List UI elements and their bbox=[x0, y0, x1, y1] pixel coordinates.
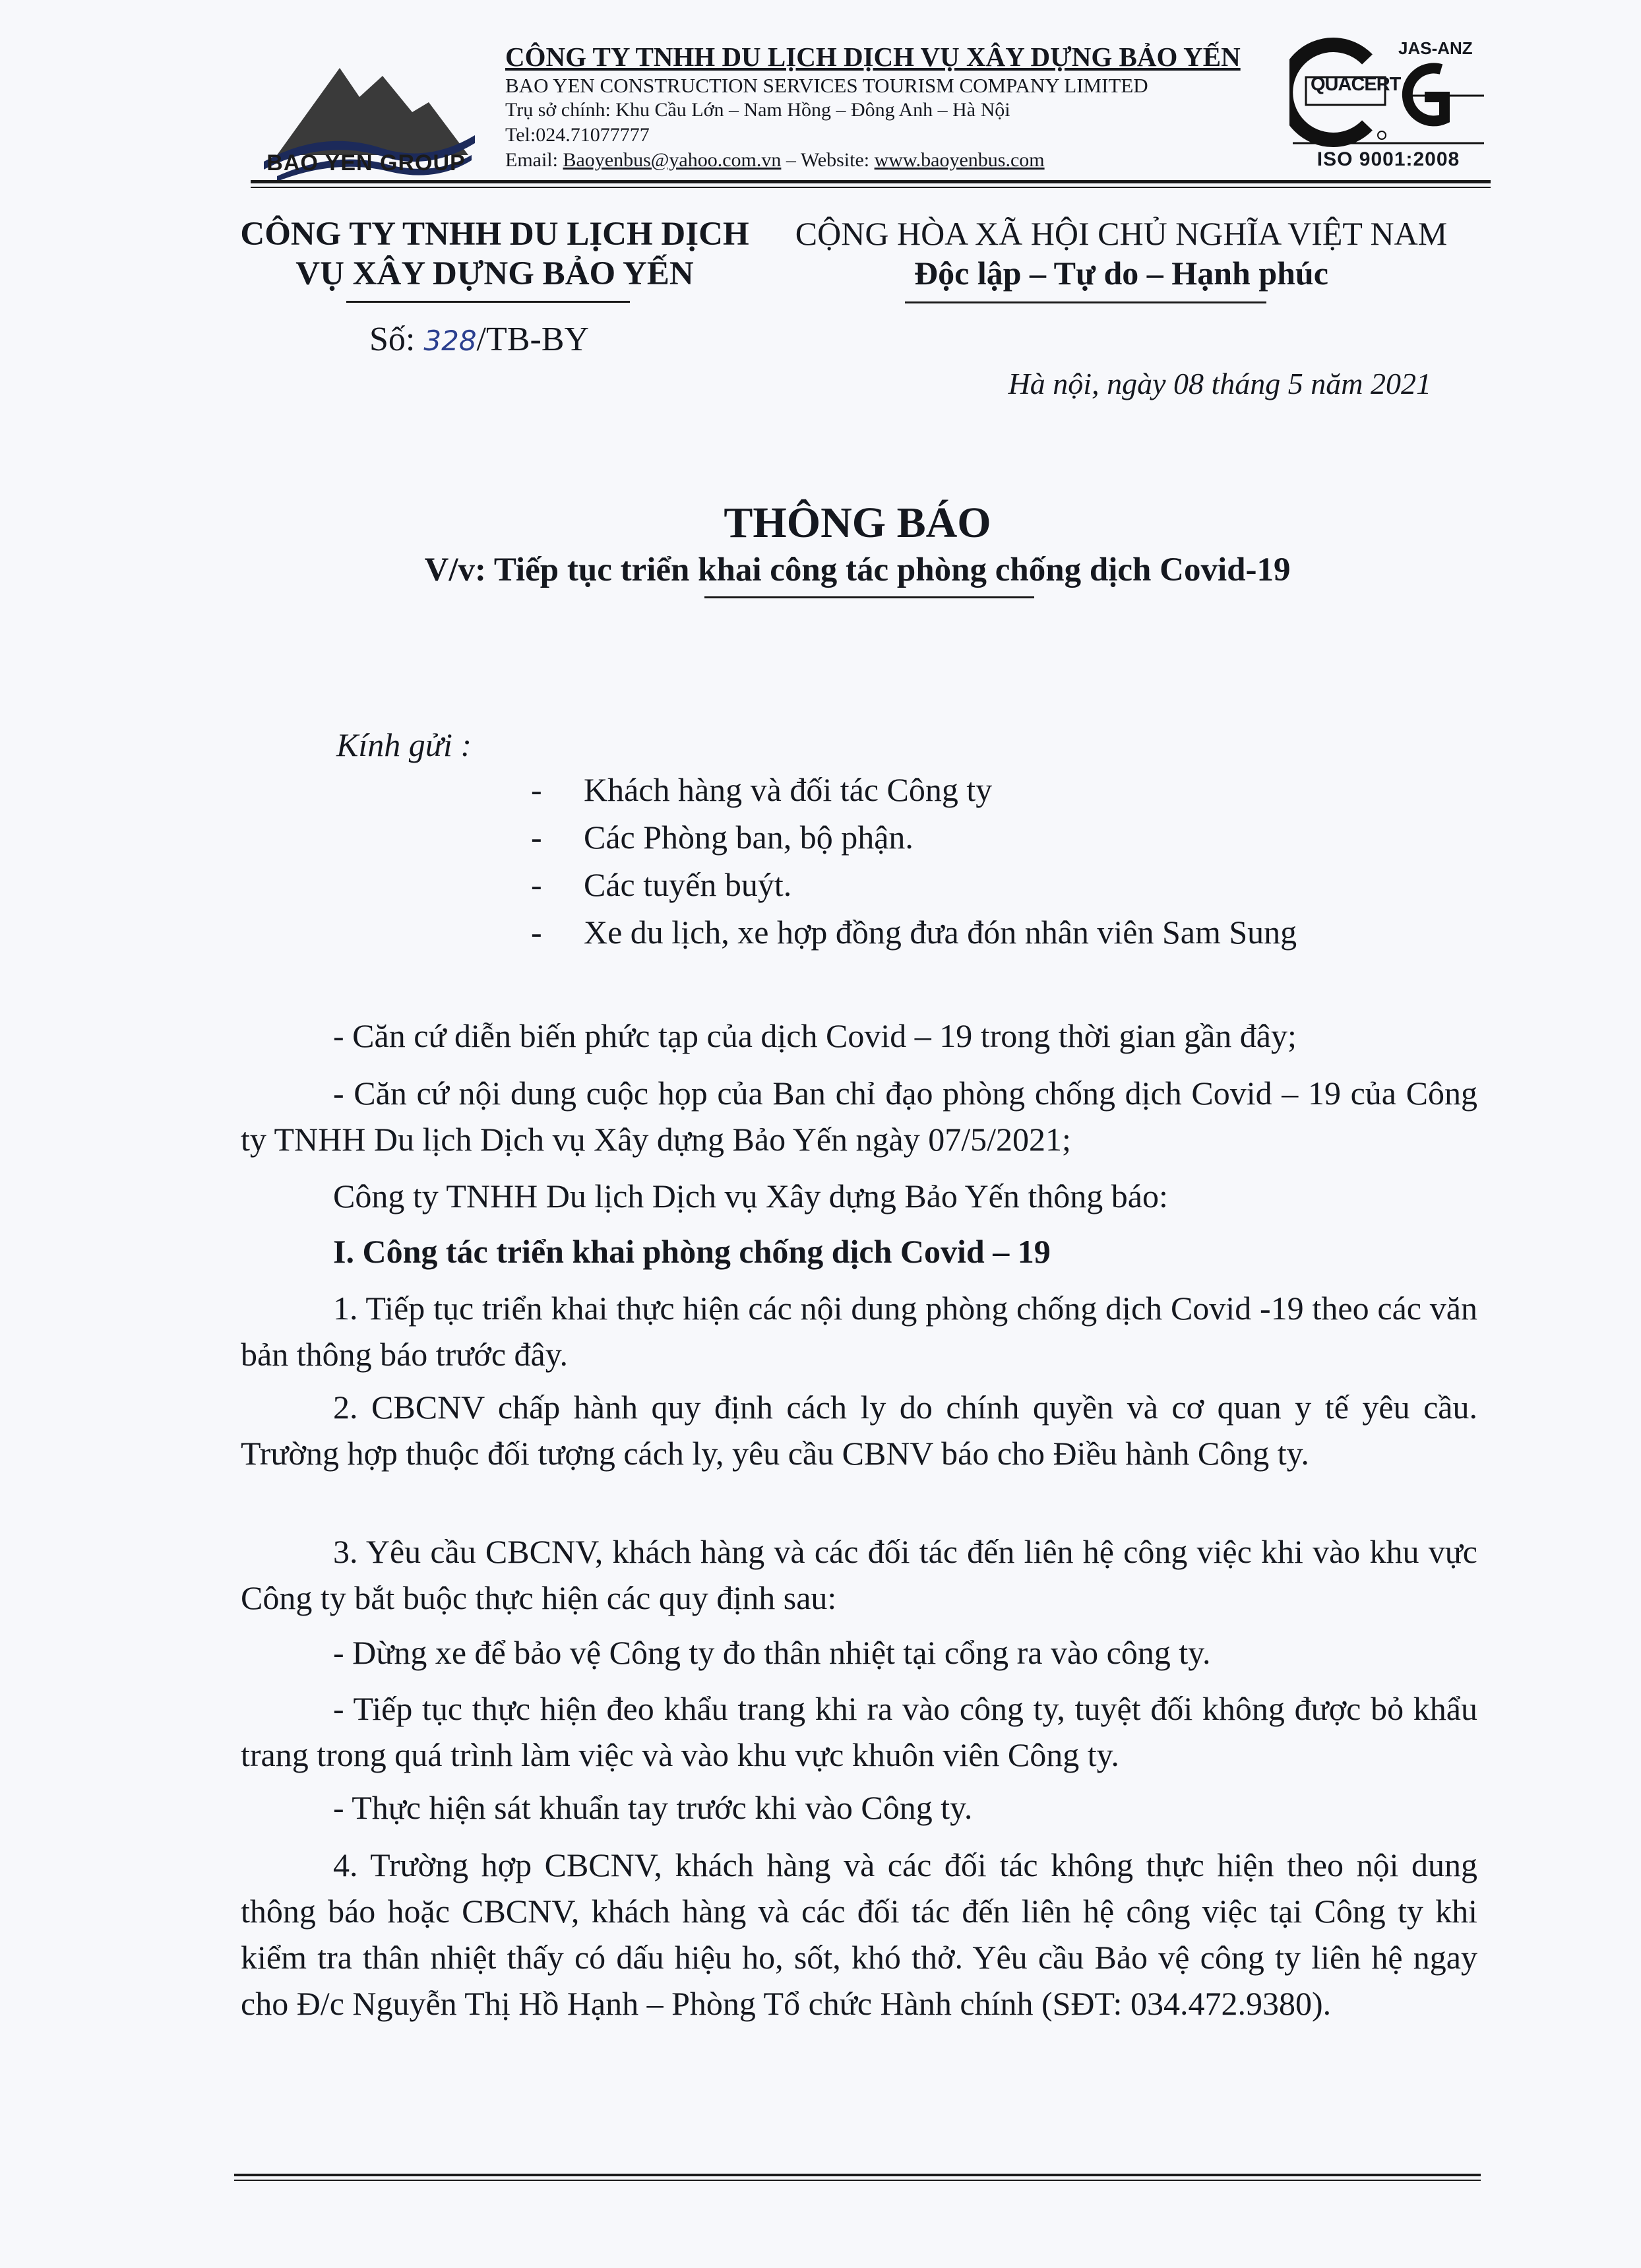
website-link[interactable]: www.baoyenbus.com bbox=[874, 149, 1045, 171]
recipient-bullet: - bbox=[531, 866, 542, 903]
footer-divider bbox=[234, 2174, 1481, 2176]
recipient-text: Xe du lịch, xe hợp đồng đưa đón nhân viên Sam Sung bbox=[584, 914, 1297, 951]
letterhead-tel: Tel:024.71077777 bbox=[505, 124, 650, 146]
national-title: CỘNG HÒA XÃ HỘI CHỦ NGHĨA VIỆT NAM bbox=[795, 215, 1448, 252]
body-paragraph: 2. CBCNV chấp hành quy định cách ly do chính quyền và cơ quan y tế yêu cầu. Trường hợp thuộc đối tượng cách ly, yêu cầu CBNV báo cho Điều hành Công ty. bbox=[241, 1389, 1477, 1472]
national-motto: Độc lập – Tự do – Hạnh phúc bbox=[914, 255, 1328, 292]
issuer-company-line1: CÔNG TY TNHH DU LỊCH DỊCH bbox=[240, 216, 749, 253]
recipient-bullet: - bbox=[531, 914, 542, 951]
logo-caption: BAO YEN GROUP bbox=[266, 150, 466, 175]
logo-mountain-shape bbox=[277, 68, 468, 155]
letterhead-divider-thin bbox=[251, 187, 1491, 188]
body-paragraph: - Dừng xe để bảo vệ Công ty đo thân nhiệt tại cổng ra vào công ty. bbox=[333, 1634, 1211, 1671]
body-paragraph: 3. Yêu cầu CBCNV, khách hàng và các đối tác đến liên hệ công việc khi vào khu vực Công ty bắt buộc thực hiện các quy định sau: bbox=[241, 1533, 1477, 1616]
jas-anz-g-shape bbox=[1408, 68, 1444, 121]
document-number-prefix: Số: bbox=[369, 321, 424, 358]
basis-paragraph: - Căn cứ diễn biến phức tạp của dịch Covid – 19 trong thời gian gần đây; bbox=[333, 1017, 1297, 1054]
body-paragraph: 4. Trường hợp CBCNV, khách hàng và các đối tác không thực hiện theo nội dung thông báo hoặc CBCNV, khách hàng và các đối tác đến liên hệ công việc tại Công ty khi kiểm tra thân nhiệt thấy có dấu hiệu ho, sốt, khó thở. Yêu cầu Bảo vệ công ty liên hệ ngay cho Đ/c Nguyễn Thị Hồ Hạnh – Phòng Tổ chức Hành chính (SĐT: 034.472.9380). bbox=[241, 1846, 1477, 2022]
email-label: Email: bbox=[505, 149, 563, 171]
letterhead-company-name-en: BAO YEN CONSTRUCTION SERVICES TOURISM COMPANY LIMITED bbox=[505, 74, 1148, 97]
issuer-company bbox=[224, 214, 765, 294]
body-paragraph: - Tiếp tục thực hiện đeo khẩu trang khi ra vào công ty, tuyệt đối không được bỏ khẩu trang trong quá trình làm việc và vào khu vực khuôn viên Công ty. bbox=[241, 1690, 1477, 1773]
body-paragraph: 1. Tiếp tục triển khai thực hiện các nội dung phòng chống dịch Covid -19 theo các văn bản thông báo trước đây. bbox=[241, 1290, 1477, 1373]
letterhead-divider bbox=[251, 180, 1491, 183]
cert-accreditor: JAS-ANZ bbox=[1398, 38, 1473, 58]
motto-underline bbox=[905, 301, 1266, 303]
recipient-item bbox=[531, 913, 1297, 951]
website-label: – Website: bbox=[781, 149, 875, 171]
basis-paragraph: - Căn cứ nội dung cuộc họp của Ban chỉ đạo phòng chống dịch Covid – 19 của Công ty TNHH Du lịch Dịch vụ Xây dựng Bảo Yến ngày 07/5/2021; bbox=[241, 1075, 1477, 1158]
email-link[interactable]: Baoyenbus@yahoo.com.vn bbox=[563, 149, 782, 171]
document-number bbox=[369, 320, 589, 359]
cert-standard: ISO 9001:2008 bbox=[1316, 148, 1460, 170]
recipient-bullet: - bbox=[531, 819, 542, 856]
recipient-item bbox=[531, 818, 913, 856]
registered-mark-icon bbox=[1378, 131, 1386, 139]
cert-body: QUACERT bbox=[1311, 74, 1401, 95]
greeting: Kính gửi : bbox=[336, 726, 472, 763]
document-subject: V/v: Tiếp tục triển khai công tác phòng chống dịch Covid-19 bbox=[424, 551, 1291, 588]
letterhead-address: Trụ sở chính: Khu Cầu Lớn – Nam Hồng – Đông Anh – Hà Nội bbox=[505, 99, 1010, 121]
recipient-bullet: - bbox=[531, 771, 542, 808]
recipient-text: Các tuyến buýt. bbox=[584, 866, 792, 903]
recipient-item bbox=[531, 771, 992, 809]
announcement-intro: Công ty TNHH Du lịch Dịch vụ Xây dựng Bảo Yến thông báo: bbox=[333, 1178, 1168, 1214]
document-number-value: 328 bbox=[423, 325, 477, 357]
letterhead-company-name: CÔNG TY TNHH DU LỊCH DỊCH VỤ XÂY DỰNG BẢO YẾN bbox=[505, 42, 1241, 72]
issuer-underline bbox=[346, 301, 630, 303]
place-date: Hà nội, ngày 08 tháng 5 năm 2021 bbox=[1008, 367, 1431, 400]
issuer-company-line2: VỤ XÂY DỰNG BẢO YẾN bbox=[295, 255, 694, 292]
recipient-item bbox=[531, 866, 791, 904]
letterhead-contact bbox=[505, 149, 1045, 172]
footer-divider-thin bbox=[234, 2180, 1481, 2181]
section-heading: I. Công tác triển khai phòng chống dịch Covid – 19 bbox=[333, 1233, 1051, 1270]
recipient-text: Khách hàng và đối tác Công ty bbox=[584, 771, 993, 808]
recipient-text: Các Phòng ban, bộ phận. bbox=[584, 819, 913, 856]
subject-underline bbox=[704, 596, 1034, 598]
document-number-suffix: /TB-BY bbox=[476, 321, 589, 358]
body-paragraph: - Thực hiện sát khuẩn tay trước khi vào Công ty. bbox=[333, 1789, 973, 1826]
document-title: THÔNG BÁO bbox=[724, 499, 991, 547]
